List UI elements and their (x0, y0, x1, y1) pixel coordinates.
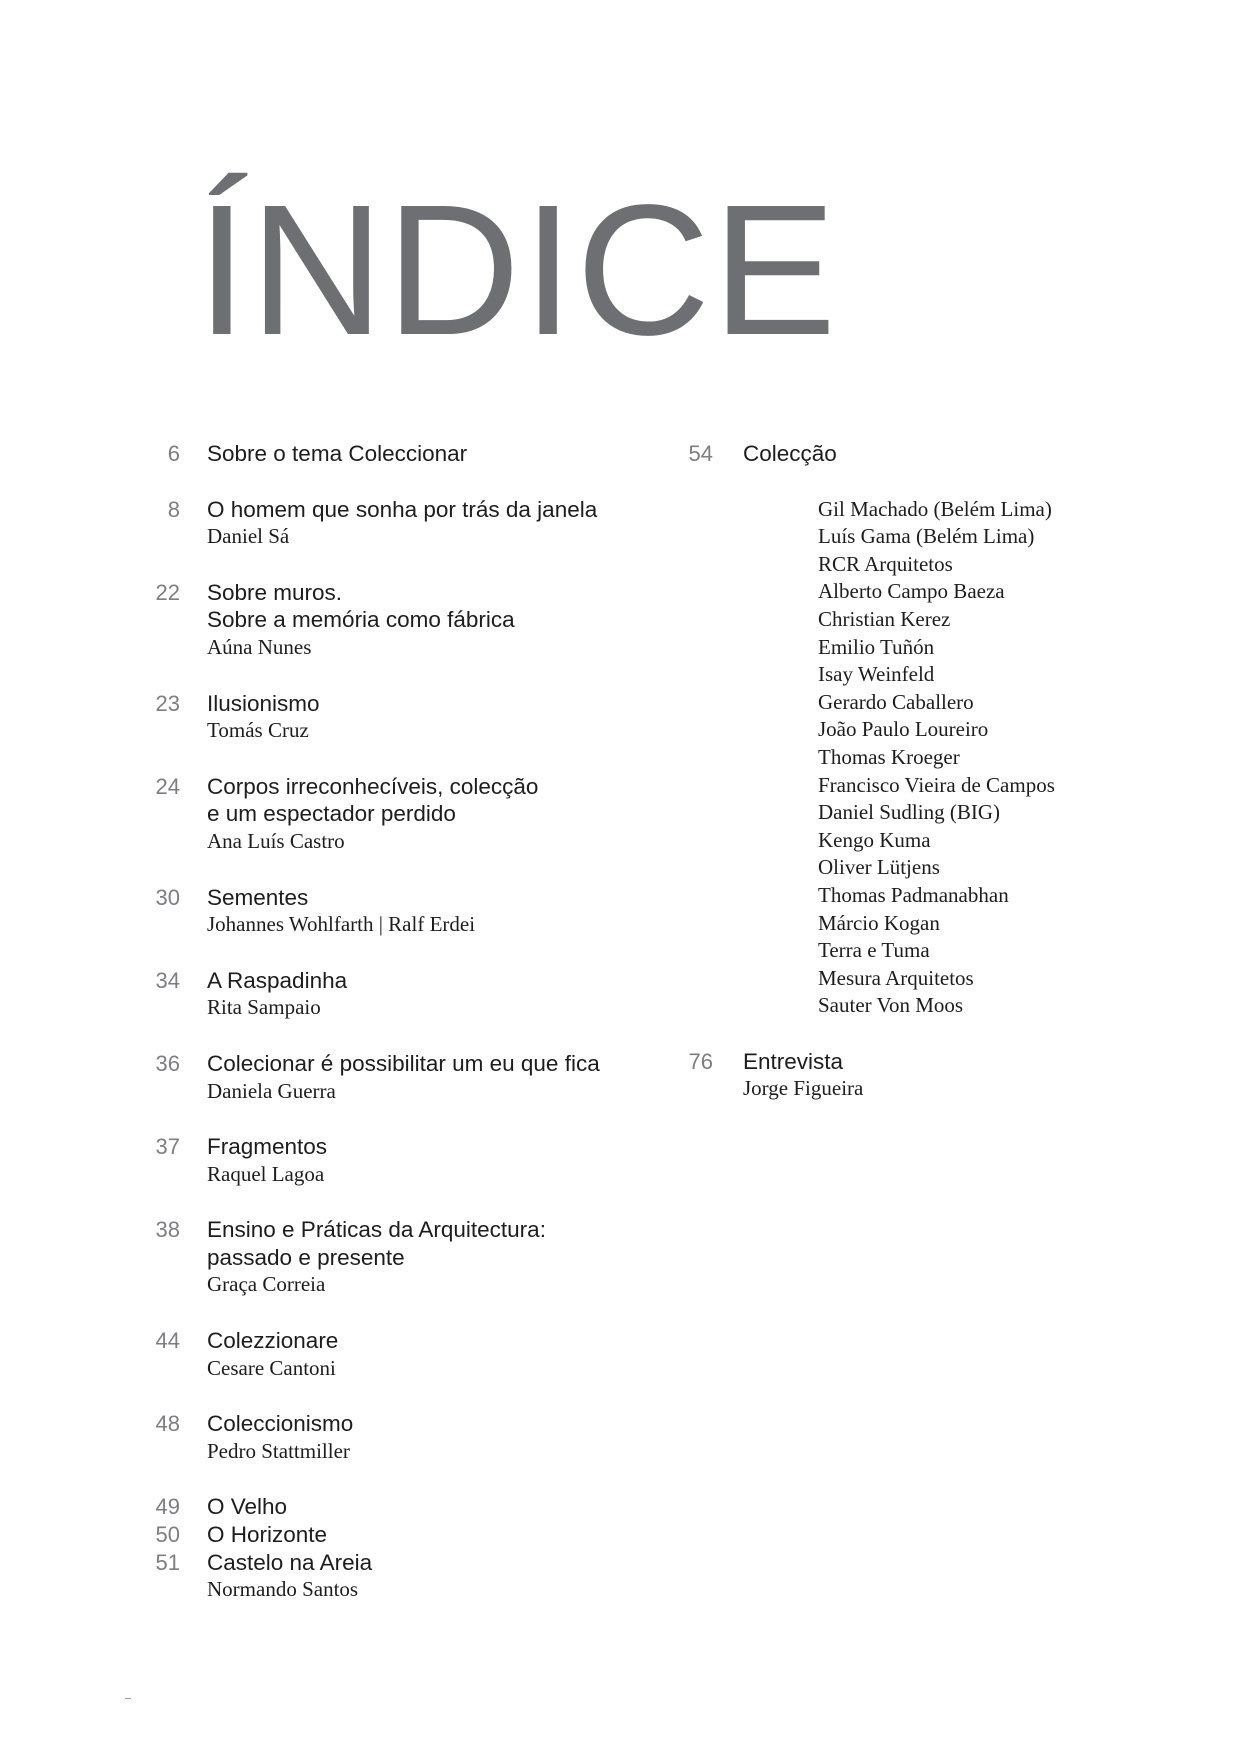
toc-entry-line (140, 1327, 640, 1355)
toc-entry-line (140, 800, 640, 828)
toc-entry-line (140, 1050, 640, 1078)
page-number: 24 (155, 773, 180, 799)
collection-name: Sauter Von Moos (818, 993, 964, 1018)
entry-title: Sobre muros. (207, 579, 343, 605)
page-number: 37 (155, 1134, 180, 1160)
page-number: 49 (155, 1494, 180, 1520)
entry-title: Castelo na Areia (207, 1549, 373, 1575)
toc-entry-line (140, 1521, 640, 1549)
entry-title: Sementes (207, 884, 309, 910)
toc-entry[interactable] (140, 773, 640, 856)
page-number: 44 (155, 1328, 180, 1354)
entry-title: Colecção (743, 441, 837, 466)
page-title: ÍNDICE (196, 167, 839, 374)
collection-name: Christian Kerez (818, 606, 951, 631)
entry-author: Daniel Sá (207, 524, 290, 549)
collection-name: Gil Machado (Belém Lima) (818, 496, 1052, 521)
page-number: 30 (155, 884, 180, 910)
entry-title: O homem que sonha por trás da janela (207, 496, 598, 522)
toc-right-column (670, 440, 1190, 1103)
toc-entry-line (140, 1216, 640, 1244)
toc-entry-line (140, 1244, 640, 1272)
toc-entry-line (140, 496, 640, 524)
page-number: 34 (155, 967, 180, 993)
collection-name: Isay Weinfeld (818, 662, 935, 687)
toc-left-column (140, 440, 640, 1604)
page-number: 6 (167, 441, 180, 466)
page-number: 38 (155, 1217, 180, 1243)
entry-title: A Raspadinha (207, 967, 348, 993)
entry-author: Rita Sampaio (207, 995, 321, 1020)
page-number: 76 (688, 1048, 713, 1074)
toc-entry[interactable] (140, 884, 640, 939)
collection-name: Thomas Padmanabhan (818, 882, 1009, 907)
entry-title: e um espectador perdido (207, 801, 456, 827)
toc-entry-line (140, 773, 640, 801)
toc-entry[interactable] (140, 440, 640, 468)
toc-entry[interactable] (140, 1050, 640, 1105)
collection-name: Terra e Tuma (818, 938, 930, 963)
entry-title: Entrevista (743, 1048, 844, 1074)
toc-entry[interactable] (140, 1133, 640, 1188)
entry-title: Colecionar é possibilitar um eu que fica (207, 1050, 600, 1076)
collection-name: RCR Arquitetos (818, 551, 953, 576)
page-mark (125, 1698, 131, 1699)
page-number: 8 (167, 496, 180, 522)
collection-name: Márcio Kogan (818, 910, 940, 935)
toc-entry-line (140, 967, 640, 995)
toc-entry-coleccao[interactable] (670, 440, 1190, 468)
collection-name: Luís Gama (Belém Lima) (818, 524, 1035, 549)
toc-entry-entrevista[interactable] (670, 1048, 1190, 1103)
entry-author: Johannes Wohlfarth | Ralf Erdei (207, 912, 476, 937)
entry-author: Cesare Cantoni (207, 1355, 336, 1380)
entry-title: Coleccionismo (207, 1411, 354, 1437)
entry-author: Aúna Nunes (207, 634, 312, 659)
collection-name: Mesura Arquitetos (818, 965, 974, 990)
page-number: 48 (155, 1411, 180, 1437)
toc-entry[interactable] (140, 1327, 640, 1382)
collection-name: Oliver Lütjens (818, 855, 940, 880)
entry-author: Ana Luís Castro (207, 828, 345, 853)
collection-name: Kengo Kuma (818, 827, 931, 852)
toc-entry-line (140, 440, 640, 468)
collection-name: Gerardo Caballero (818, 689, 974, 714)
page-number: 23 (155, 690, 180, 716)
toc-entry[interactable] (140, 1410, 640, 1465)
toc-entry-line (140, 884, 640, 912)
entry-author: Pedro Stattmiller (207, 1438, 350, 1463)
entry-author: Tomás Cruz (207, 718, 309, 743)
toc-entry[interactable] (140, 1493, 640, 1603)
entry-author: Jorge Figueira (743, 1076, 864, 1101)
toc-entry-line (140, 1493, 640, 1521)
page-number: 50 (155, 1522, 180, 1548)
entry-author: Graça Correia (207, 1272, 326, 1297)
page-number: 51 (155, 1549, 180, 1575)
toc-entry[interactable] (140, 579, 640, 662)
collection-name: Thomas Kroeger (818, 744, 960, 769)
entry-title: O Velho (207, 1494, 288, 1520)
collection-name: João Paulo Loureiro (818, 717, 989, 742)
entry-title: Ensino e Práticas da Arquitectura: (207, 1217, 546, 1243)
collection-names-list (818, 496, 1190, 1020)
entry-title: Corpos irreconhecíveis, colecção (207, 773, 539, 799)
entry-title: Colezzionare (207, 1328, 339, 1354)
toc-entry-line (140, 606, 640, 634)
page-number: 36 (155, 1050, 180, 1076)
toc-entry-line (140, 1549, 640, 1577)
toc-entry[interactable] (140, 690, 640, 745)
page-number: 54 (688, 441, 713, 466)
entry-title: Sobre a memória como fábrica (207, 607, 515, 633)
toc-entry[interactable] (140, 496, 640, 551)
page-number: 22 (155, 579, 180, 605)
entry-author: Raquel Lagoa (207, 1161, 325, 1186)
entry-title: Ilusionismo (207, 690, 320, 716)
collection-name: Alberto Campo Baeza (818, 579, 1005, 604)
entry-title: Fragmentos (207, 1134, 328, 1160)
entry-author: Normando Santos (207, 1577, 359, 1602)
collection-name: Emilio Tuñón (818, 634, 935, 659)
entry-title: passado e presente (207, 1244, 405, 1270)
collection-name: Francisco Vieira de Campos (818, 772, 1055, 797)
toc-entry-line (140, 579, 640, 607)
collection-name: Daniel Sudling (BIG) (818, 800, 1000, 825)
entry-author: Daniela Guerra (207, 1078, 336, 1103)
toc-entry-line (140, 1133, 640, 1161)
toc-entry[interactable] (140, 967, 640, 1022)
toc-entry-line (140, 690, 640, 718)
toc-entry[interactable] (140, 1216, 640, 1299)
entry-title: O Horizonte (207, 1522, 328, 1548)
entry-title: Sobre o tema Coleccionar (207, 441, 468, 466)
toc-entry-line (140, 1410, 640, 1438)
